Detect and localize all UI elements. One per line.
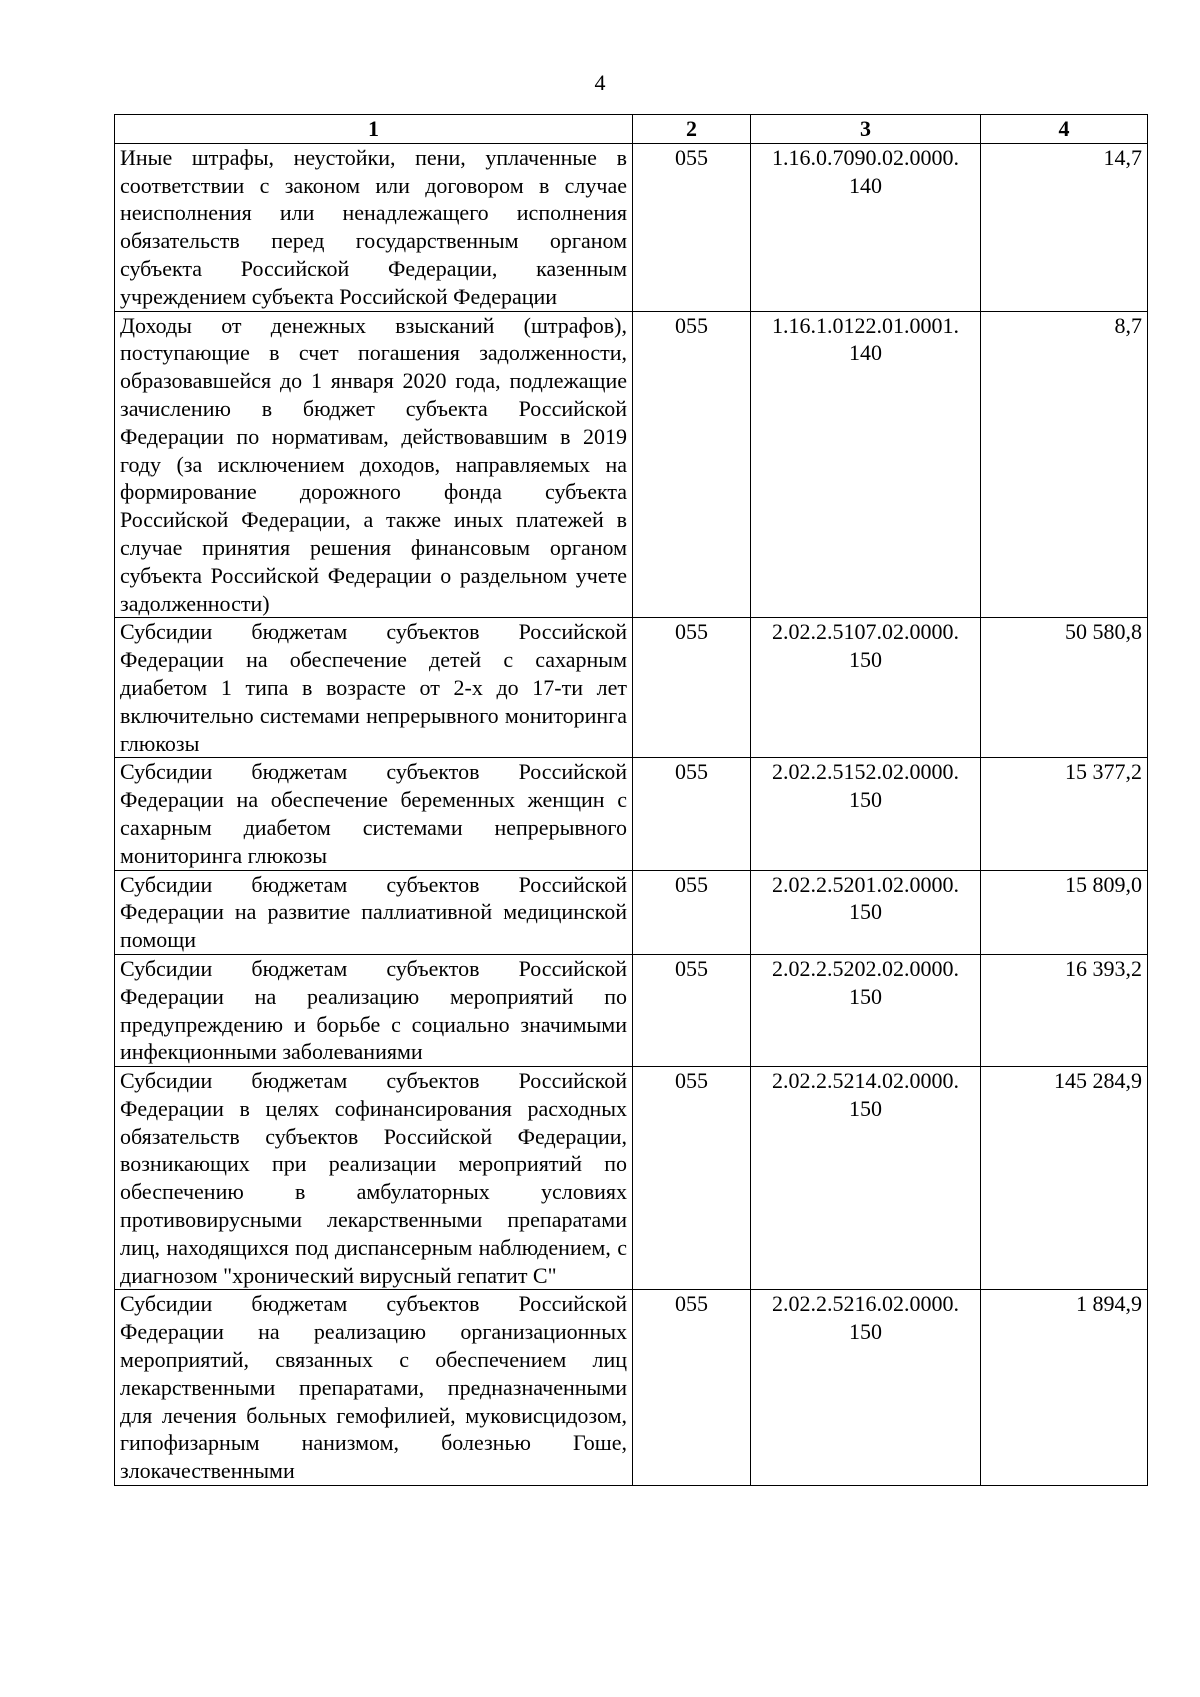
row-amount: 14,7	[981, 143, 1148, 311]
row-budget-code: 1.16.0.7090.02.0000. 140	[751, 143, 981, 311]
row-admin-code: 055	[633, 311, 751, 618]
row-budget-code: 2.02.2.5107.02.0000. 150	[751, 618, 981, 758]
row-admin-code: 055	[633, 1290, 751, 1486]
row-description: Субсидии бюджетам субъектов Российской Федерации на реализацию мероприятий по предупреждению и борьбе с социально значимыми инфекционными заболеваниями	[115, 954, 633, 1066]
revenue-table	[114, 114, 1148, 1486]
header-col-3: 3	[751, 115, 981, 144]
row-amount: 15 809,0	[981, 870, 1148, 954]
page-number: 4	[594, 70, 606, 95]
row-budget-code: 2.02.2.5201.02.0000. 150	[751, 870, 981, 954]
header-col-1: 1	[115, 115, 633, 144]
row-amount: 16 393,2	[981, 954, 1148, 1066]
row-admin-code: 055	[633, 954, 751, 1066]
row-budget-code: 2.02.2.5202.02.0000. 150	[751, 954, 981, 1066]
table-row	[115, 618, 1148, 758]
table-row	[115, 758, 1148, 870]
row-budget-code: 1.16.1.0122.01.0001. 140	[751, 311, 981, 618]
table-row	[115, 1067, 1148, 1290]
row-budget-code: 2.02.2.5216.02.0000. 150	[751, 1290, 981, 1486]
row-description: Субсидии бюджетам субъектов Российской Федерации на развитие паллиативной медицинской помощи	[115, 870, 633, 954]
row-amount: 1 894,9	[981, 1290, 1148, 1486]
table-row	[115, 954, 1148, 1066]
row-description: Иные штрафы, неустойки, пени, уплаченные в соответствии с законом или договором в случае неисполнения или ненадлежащего исполнения обязательств перед государственным органом субъекта Российской Федерации, казенным учреждением субъекта Российской Федерации	[115, 143, 633, 311]
table-row	[115, 870, 1148, 954]
row-admin-code: 055	[633, 1067, 751, 1290]
table-row	[115, 143, 1148, 311]
row-admin-code: 055	[633, 758, 751, 870]
row-amount: 50 580,8	[981, 618, 1148, 758]
row-admin-code: 055	[633, 618, 751, 758]
row-description: Субсидии бюджетам субъектов Российской Федерации в целях софинансирования расходных обязательств субъектов Российской Федерации, возникающих при реализации мероприятий по обеспечению в амбулаторных условиях противовирусными лекарственными препаратами лиц, находящихся под диспансерным наблюдением, с диагнозом "хронический вирусный гепатит С"	[115, 1067, 633, 1290]
row-budget-code: 2.02.2.5152.02.0000. 150	[751, 758, 981, 870]
row-amount: 15 377,2	[981, 758, 1148, 870]
row-amount: 8,7	[981, 311, 1148, 618]
table-header-row	[115, 115, 1148, 144]
table-row	[115, 1290, 1148, 1486]
row-admin-code: 055	[633, 870, 751, 954]
table-row	[115, 311, 1148, 618]
row-description: Доходы от денежных взысканий (штрафов), поступающие в счет погашения задолженности, образовавшейся до 1 января 2020 года, подлежащие зачислению в бюджет субъекта Российской Федерации по нормативам, действовавшим в 2019 году (за исключением доходов, направляемых на формирование дорожного фонда субъекта Российской Федерации, а также иных платежей в случае принятия решения финансовым органом субъекта Российской Федерации о раздельном учете задолженности)	[115, 311, 633, 618]
row-admin-code: 055	[633, 143, 751, 311]
header-col-4: 4	[981, 115, 1148, 144]
row-budget-code: 2.02.2.5214.02.0000. 150	[751, 1067, 981, 1290]
row-amount: 145 284,9	[981, 1067, 1148, 1290]
row-description: Субсидии бюджетам субъектов Российской Федерации на обеспечение беременных женщин с сахарным диабетом системами непрерывного мониторинга глюкозы	[115, 758, 633, 870]
row-description: Субсидии бюджетам субъектов Российской Федерации на обеспечение детей с сахарным диабетом 1 типа в возрасте от 2-х до 17-ти лет включительно системами непрерывного мониторинга глюкозы	[115, 618, 633, 758]
row-description: Субсидии бюджетам субъектов Российской Федерации на реализацию организационных мероприятий, связанных с обеспечением лиц лекарственными препаратами, предназначенными для лечения больных гемофилией, муковисцидозом, гипофизарным нанизмом, болезнью Гоше, злокачественными	[115, 1290, 633, 1486]
header-col-2: 2	[633, 115, 751, 144]
